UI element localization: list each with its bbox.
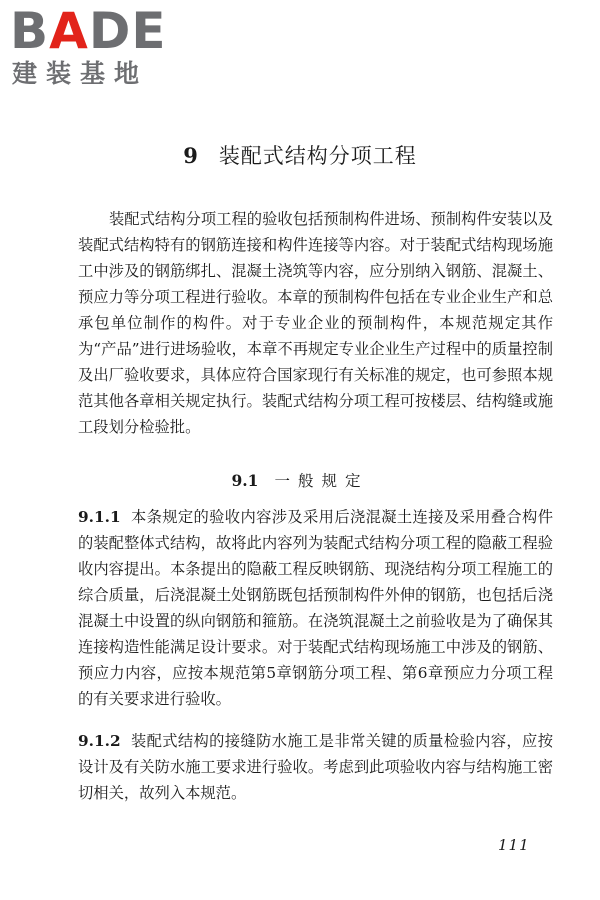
chapter-number: 9 (183, 143, 199, 168)
logo-letter-a: A (49, 2, 89, 60)
section-number: 9.1 (231, 471, 259, 490)
chapter-title: 装配式结构分项工程 (218, 144, 417, 168)
logo-letter-b: B (10, 2, 50, 60)
clause-number: 9.1.1 (78, 508, 121, 526)
clause-number: 9.1.2 (78, 732, 121, 750)
clause-text: 装配式结构的接缝防水施工是非常关键的质量检验内容，应按设计及有关防水施工要求进行验收。考虑到此项验收内容与结构施工密切相关，故列入本规范。 (78, 732, 553, 802)
section-heading (0, 468, 600, 494)
logo-letters-de: DE (88, 2, 167, 60)
clause-text: 本条规定的验收内容涉及采用后浇混凝土连接及采用叠合构件的装配整体式结构，故将此内容列为装配式结构分项工程的隐蔽工程验收内容提出。本条提出的隐蔽工程反映钢筋、现浇结构分项工程施工的综合质量，后浇混凝土处钢筋既包括预制构件外伸的钢筋，也包括后浇混凝土中设置的纵向钢筋和箍筋。在浇筑混凝土之前验收是为了确保其连接构造性能满足设计要求。对于装配式结构现场施工中涉及的钢筋、预应力内容，应按本规范第5章钢筋分项工程、第6章预应力分项工程的有关要求进行验收。 (78, 508, 553, 708)
clause-9-1-1 (78, 504, 553, 712)
section-title: 一般规定 (274, 472, 369, 490)
chapter-intro-paragraph: 装配式结构分项工程的验收包括预制构件进场、预制构件安装以及装配式结构特有的钢筋连接和构件连接等内容。对于装配式结构现场施工中涉及的钢筋绑扎、混凝土浇筑等内容，应分别纳入钢筋、混凝土、预应力等分项工程进行验收。本章的预制构件包括在专业企业生产和总承包单位制作的构件。对于专业企业的预制构件，本规范规定其作为“产品”进行进场验收，本章不再规定专业企业生产过程中的质量控制及出厂验收要求，具体应符合国家现行有关标准的规定，也可参照本规范其他各章相关规定执行。装配式结构分项工程可按楼层、结构缝或施工段划分检验批。 (78, 210, 553, 436)
logo-subtitle: 建装基地 (12, 59, 149, 88)
logo-wordmark (10, 2, 167, 60)
chapter-heading (0, 142, 600, 170)
page-number: 111 (498, 836, 530, 854)
clause-9-1-2 (78, 728, 553, 806)
bade-logo (10, 2, 180, 90)
